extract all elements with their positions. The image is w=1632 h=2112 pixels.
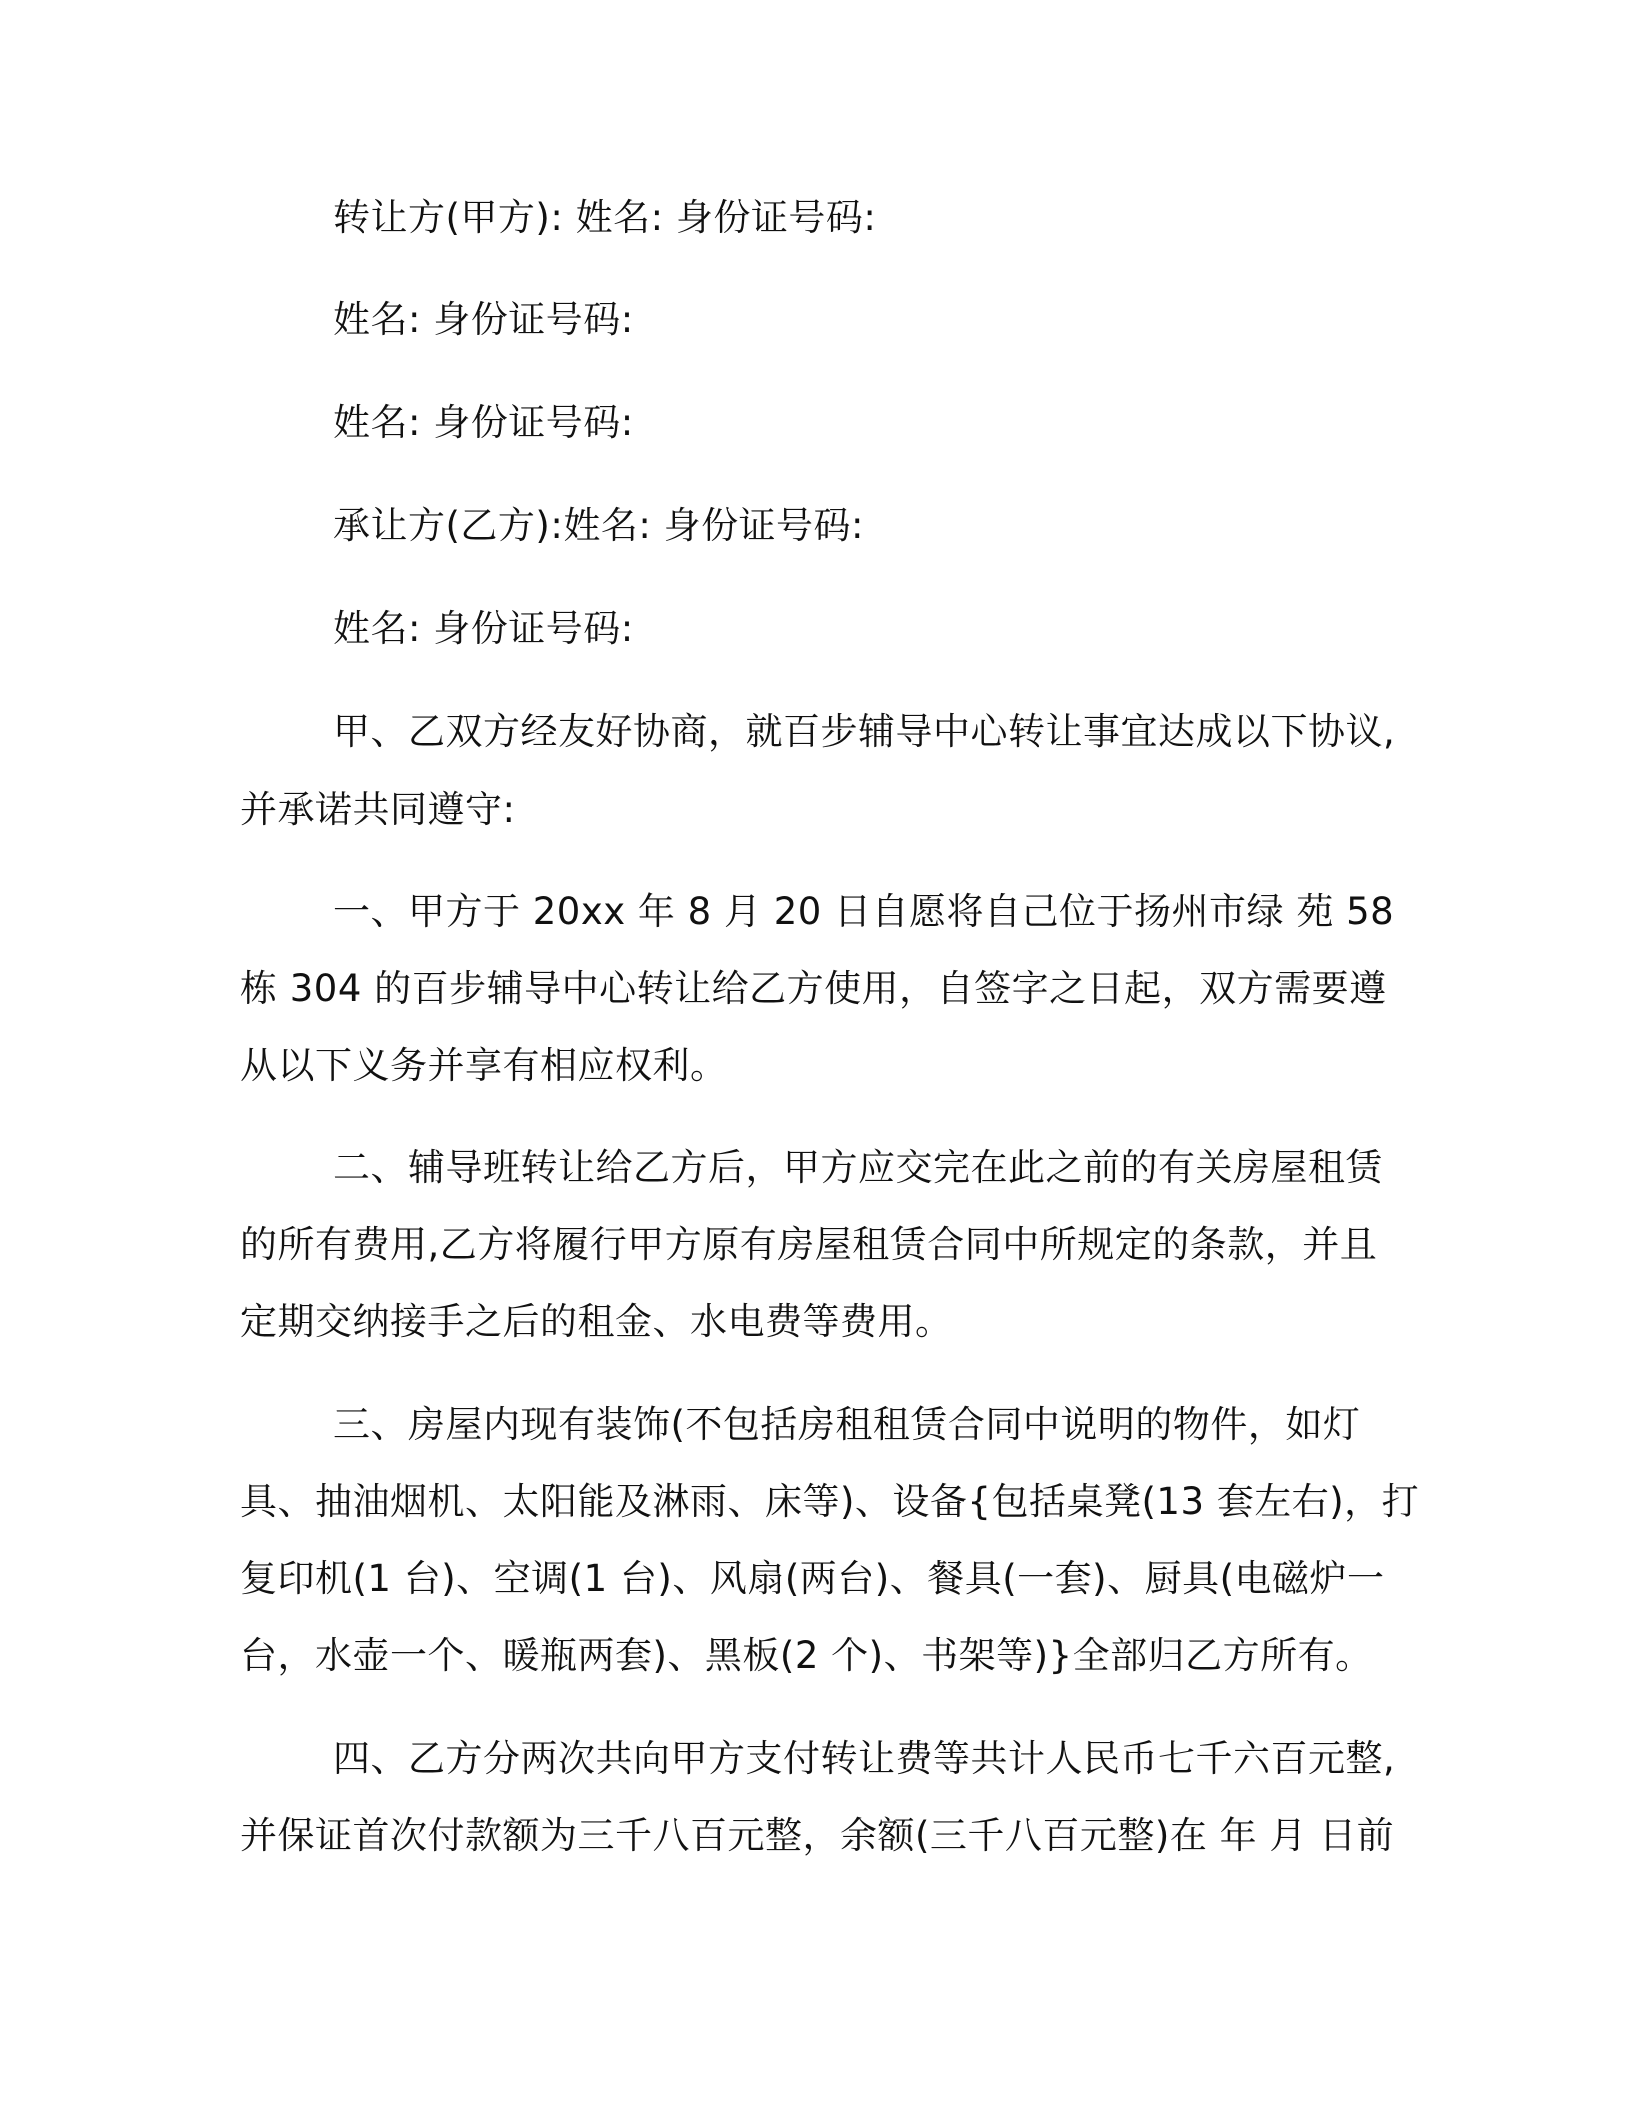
clause-1-line-3: 从以下义务并享有相应权利。: [240, 1044, 728, 1087]
transferor-party-a-line: 转让方(甲方): 姓名: 身份证号码:: [333, 196, 877, 239]
party-a-name-id-line-2: 姓名: 身份证号码:: [333, 298, 634, 341]
clause-4-line-2: 并保证首次付款额为三千八百元整，余额(三千八百元整)在 年 月 日前: [240, 1814, 1395, 1857]
transferee-party-b-line: 承让方(乙方):姓名: 身份证号码:: [333, 504, 865, 547]
clause-2-line-1: 二、辅导班转让给乙方后，甲方应交完在此之前的有关房屋租赁: [333, 1146, 1383, 1189]
preamble-line-1: 甲、乙双方经友好协商，就百步辅导中心转让事宜达成以下协议,: [333, 710, 1396, 753]
clause-1-line-1: 一、甲方于 20xx 年 8 月 20 日自愿将自己位于扬州市绿 苑 58: [333, 890, 1395, 933]
clause-3-line-4: 台，水壶一个、暖瓶两套)、黑板(2 个)、书架等)}全部归乙方所有。: [240, 1634, 1373, 1677]
clause-2-line-3: 定期交纳接手之后的租金、水电费等费用。: [240, 1300, 953, 1343]
party-a-name-id-line-3: 姓名: 身份证号码:: [333, 401, 634, 444]
clause-4-line-1: 四、乙方分两次共向甲方支付转让费等共计人民币七千六百元整,: [333, 1737, 1396, 1780]
clause-2-line-2: 的所有费用,乙方将履行甲方原有房屋租赁合同中所规定的条款，并且: [240, 1223, 1378, 1266]
clause-3-line-1: 三、房屋内现有装饰(不包括房租租赁合同中说明的物件，如灯: [333, 1403, 1361, 1446]
preamble-line-2: 并承诺共同遵守:: [240, 788, 516, 831]
clause-1-line-2: 栋 304 的百步辅导中心转让给乙方使用，自签字之日起，双方需要遵: [240, 967, 1387, 1010]
clause-3-line-3: 复印机(1 台)、空调(1 台)、风扇(两台)、餐具(一套)、厨具(电磁炉一: [240, 1557, 1385, 1600]
party-b-name-id-line-2: 姓名: 身份证号码:: [333, 607, 634, 650]
clause-3-line-2: 具、抽油烟机、太阳能及淋雨、床等)、设备{包括桌凳(13 套左右)，打: [240, 1480, 1420, 1523]
